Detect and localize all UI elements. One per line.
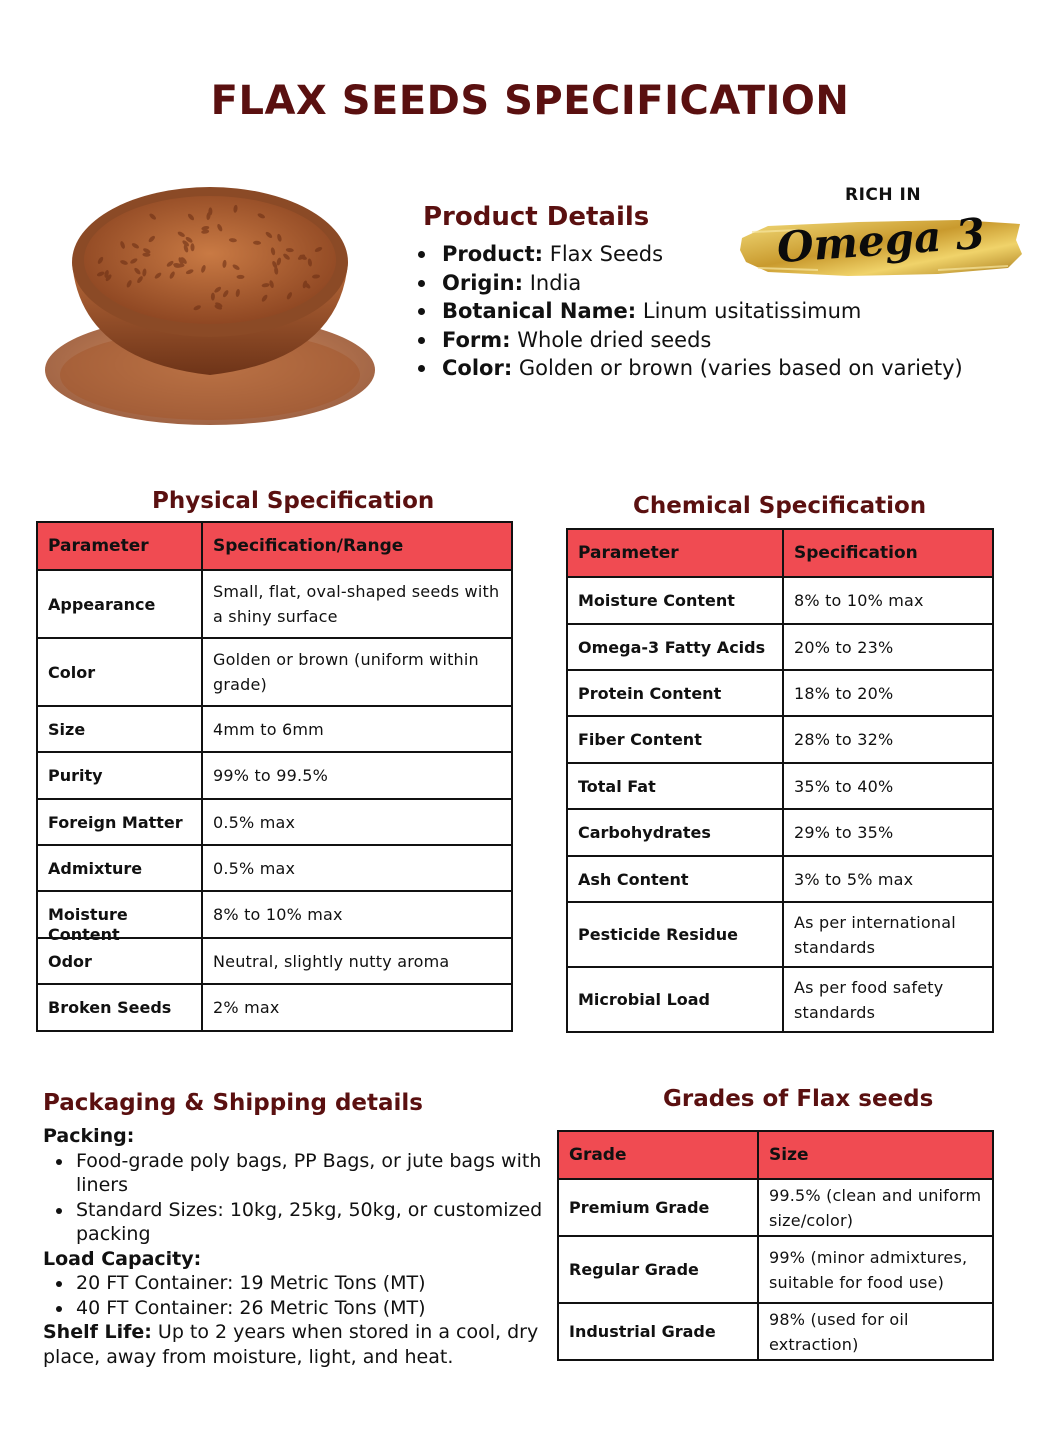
spec-cell: 18% to 20%: [783, 670, 993, 716]
table-row: [37, 706, 512, 752]
product-detail-item: [415, 354, 963, 383]
spec-cell: 4mm to 6mm: [202, 706, 512, 752]
list-item: 20 FT Container: 19 Metric Tons (MT): [43, 1271, 543, 1296]
size-cell: 99.5% (clean and uniform size/color): [758, 1179, 993, 1236]
table-header-row: [567, 529, 993, 577]
spec-cell: 8% to 10% max: [202, 891, 512, 938]
product-details-heading: Product Details: [423, 202, 650, 232]
botanical-name-value: Linum usitatissimum: [642, 299, 862, 323]
physical-spec-heading: Physical Specification: [152, 488, 435, 514]
spec-cell: Small, flat, oval-shaped seeds with a shiny surface: [202, 570, 512, 638]
moisture-content-clipped: Moisture Content: [48, 904, 128, 944]
table-row: [37, 845, 512, 891]
grades-heading: Grades of Flax seeds: [663, 1086, 934, 1112]
chemical-spec-table: [566, 528, 994, 1033]
spec-cell: 99% to 99.5%: [202, 752, 512, 799]
grades-table: [557, 1130, 994, 1361]
packing-list: [43, 1149, 543, 1247]
spec-cell: 28% to 32%: [783, 716, 993, 763]
parameter-cell: Omega-3 Fatty Acids: [567, 624, 783, 670]
parameter-cell: Odor: [37, 938, 202, 984]
shelf-life: [43, 1320, 543, 1369]
product-label: Product:: [442, 242, 544, 266]
parameter-cell: Moisture Content: [567, 577, 783, 624]
column-header: Size: [758, 1131, 993, 1179]
column-header: Specification/Range: [202, 522, 512, 570]
spec-cell: 2% max: [202, 984, 512, 1031]
table-row: [567, 763, 993, 809]
seed-speck: [237, 275, 245, 279]
grade-cell: Industrial Grade: [558, 1303, 758, 1360]
table-row: [567, 716, 993, 763]
shelf-life-text: Up to 2 years when stored in a cool, dry place, away from moisture, light, and heat.: [43, 1321, 539, 1368]
column-header: Parameter: [567, 529, 783, 577]
table-row: [37, 799, 512, 845]
parameter-cell: Purity: [37, 752, 202, 799]
column-header: Parameter: [37, 522, 202, 570]
parameter-cell: Appearance: [37, 570, 202, 638]
product-detail-item: [415, 297, 963, 326]
color-label: Color:: [442, 356, 513, 380]
parameter-cell: Broken Seeds: [37, 984, 202, 1031]
table-row: [567, 577, 993, 624]
list-item: 40 FT Container: 26 Metric Tons (MT): [43, 1296, 543, 1321]
parameter-cell: Protein Content: [567, 670, 783, 716]
form-label: Form:: [442, 327, 511, 352]
seed-speck: [208, 207, 212, 215]
omega-3-text: Omega 3: [775, 208, 987, 273]
parameter-cell: Microbial Load: [567, 967, 783, 1032]
spec-cell: Neutral, slightly nutty aroma: [202, 938, 512, 984]
table-row: [37, 984, 512, 1031]
parameter-cell: Fiber Content: [567, 716, 783, 763]
spec-cell: 35% to 40%: [783, 763, 993, 809]
shelf-life-label: Shelf Life:: [43, 1321, 152, 1343]
column-header: Grade: [558, 1131, 758, 1179]
grade-cell: Premium Grade: [558, 1179, 758, 1236]
table-header-row: [37, 522, 512, 570]
parameter-cell: Carbohydrates: [567, 809, 783, 856]
spec-cell: 8% to 10% max: [783, 577, 993, 624]
chemical-spec-heading: Chemical Specification: [633, 493, 927, 519]
parameter-cell: Color: [37, 638, 202, 706]
table-row: [558, 1303, 993, 1360]
parameter-cell: [37, 891, 202, 944]
spec-cell: 29% to 35%: [783, 809, 993, 856]
omega-3-badge: [738, 210, 1024, 285]
rich-in-label: RICH IN: [845, 185, 922, 205]
origin-label: Origin:: [442, 270, 523, 295]
table-row: [567, 967, 993, 1032]
table-header-row: [558, 1131, 993, 1179]
table-row: [558, 1236, 993, 1303]
table-row: [37, 752, 512, 799]
spec-cell: 0.5% max: [202, 845, 512, 891]
table-row: [567, 670, 993, 716]
form-value: Whole dried seeds: [517, 327, 712, 352]
packaging-details: [43, 1124, 543, 1369]
product-value: Flax Seeds: [549, 242, 664, 266]
botanical-name-label: Botanical Name:: [442, 299, 637, 323]
table-row: [567, 902, 993, 967]
packing-label: Packing:: [43, 1125, 135, 1147]
list-item: Food-grade poly bags, PP Bags, or jute bags with liners: [43, 1149, 543, 1198]
load-capacity-label: Load Capacity:: [43, 1247, 202, 1270]
spec-cell: 0.5% max: [202, 799, 512, 845]
parameter-cell: Pesticide Residue: [567, 902, 783, 967]
packaging-heading: Packaging & Shipping details: [43, 1090, 423, 1116]
color-value: Golden or brown (varies based on variety): [518, 356, 963, 380]
parameter-cell: Size: [37, 706, 202, 752]
page-title: FLAX SEEDS SPECIFICATION: [210, 78, 850, 124]
table-row: [567, 809, 993, 856]
table-row: [37, 570, 512, 638]
product-detail-item: [415, 326, 963, 355]
size-cell: 98% (used for oil extraction): [758, 1303, 993, 1360]
spec-cell: 3% to 5% max: [783, 856, 993, 902]
table-row: [567, 856, 993, 902]
parameter-cell: Admixture: [37, 845, 202, 891]
table-row: [567, 624, 993, 670]
parameter-cell: Ash Content: [567, 856, 783, 902]
spec-cell: As per food safety standards: [783, 967, 993, 1032]
size-cell: 99% (minor admixtures, suitable for food use): [758, 1236, 993, 1303]
spec-cell: Golden or brown (uniform within grade): [202, 638, 512, 706]
spec-cell: 20% to 23%: [783, 624, 993, 670]
spec-cell: As per international standards: [783, 902, 993, 967]
flax-seed-bowl-image: [40, 170, 380, 440]
load-capacity-list: [43, 1271, 543, 1320]
parameter-cell: Foreign Matter: [37, 799, 202, 845]
table-row: [37, 891, 512, 938]
list-item: Standard Sizes: 10kg, 25kg, 50kg, or customized packing: [43, 1198, 543, 1247]
table-row: [37, 938, 512, 984]
origin-value: India: [529, 270, 582, 295]
parameter-cell: Total Fat: [567, 763, 783, 809]
table-row: [558, 1179, 993, 1236]
column-header: Specification: [783, 529, 993, 577]
grade-cell: Regular Grade: [558, 1236, 758, 1303]
physical-spec-table: [36, 521, 513, 1032]
table-row: [37, 638, 512, 706]
